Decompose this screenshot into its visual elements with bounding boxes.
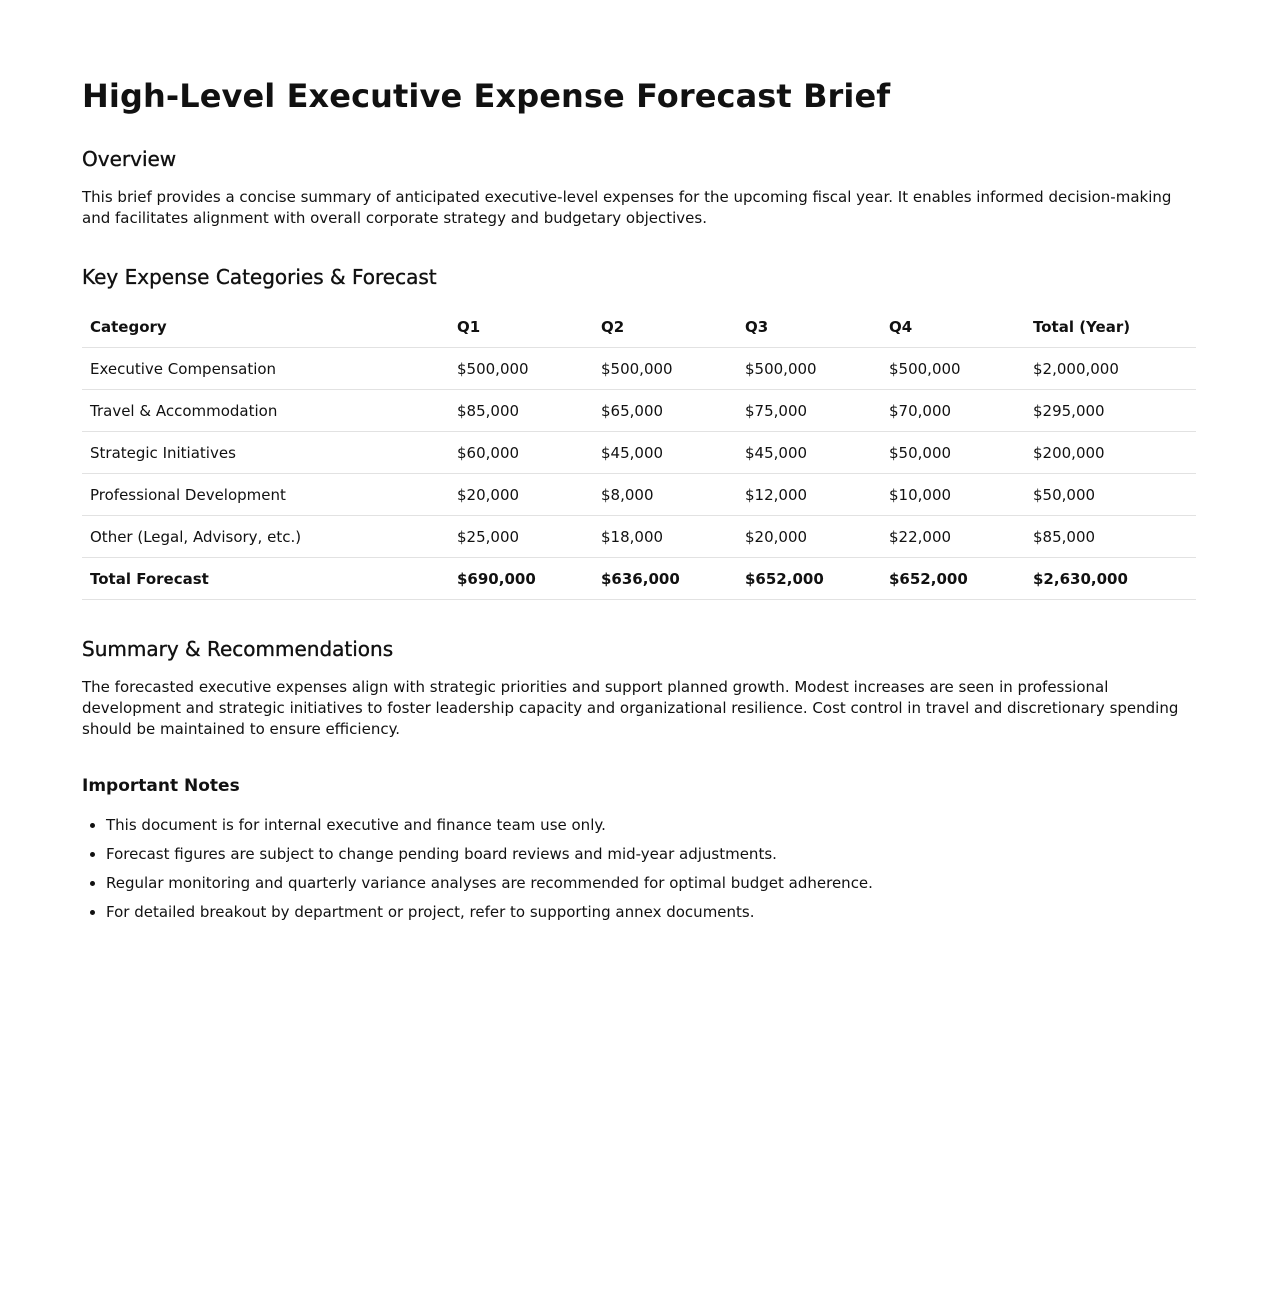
table-cell: $500,000 [737,348,881,390]
header-q2: Q2 [593,306,737,348]
table-cell: $20,000 [449,474,593,516]
table-cell: $295,000 [1025,390,1196,432]
notes-heading: Important Notes [82,776,240,796]
table-cell: $8,000 [593,474,737,516]
table-cell: $45,000 [593,432,737,474]
table-row [82,432,1196,474]
total-year: $2,630,000 [1025,558,1196,600]
table-row [82,348,1196,390]
table-cell: $200,000 [1025,432,1196,474]
table-cell: $65,000 [593,390,737,432]
header-total-year: Total (Year) [1025,306,1196,348]
total-q3: $652,000 [737,558,881,600]
table-cell: Travel & Accommodation [82,390,449,432]
total-q1: $690,000 [449,558,593,600]
expense-forecast-table [82,306,1196,600]
table-cell: $50,000 [881,432,1025,474]
table-cell: $2,000,000 [1025,348,1196,390]
table-cell: $75,000 [737,390,881,432]
table-total-row [82,558,1196,600]
header-category: Category [82,306,449,348]
table-cell: Professional Development [82,474,449,516]
table-cell: $25,000 [449,516,593,558]
notes-list [82,815,873,931]
list-item: • Regular monitoring and quarterly variance analyses are recommended for optimal budget adherence. [106,873,873,894]
table-cell: Executive Compensation [82,348,449,390]
total-label: Total Forecast [82,558,449,600]
table-cell: $500,000 [449,348,593,390]
table-cell: $60,000 [449,432,593,474]
header-q4: Q4 [881,306,1025,348]
table-row [82,516,1196,558]
summary-heading: Summary & Recommendations [82,637,394,661]
table-cell: $85,000 [1025,516,1196,558]
table-cell: $70,000 [881,390,1025,432]
summary-text: The forecasted executive expenses align with strategic priorities and support planned growth. Modest increases are seen in professional development and strategic initiatives to foster leadership capacity and organizational resilience. Cost control in travel and discretionary spending should be maintained to ensure efficiency. [82,678,1179,738]
total-q2: $636,000 [593,558,737,600]
table-cell: Strategic Initiatives [82,432,449,474]
list-item: • For detailed breakout by department or project, refer to supporting annex documents. [106,902,873,923]
table-cell: $500,000 [593,348,737,390]
header-q1: Q1 [449,306,593,348]
table-cell: $18,000 [593,516,737,558]
overview-heading: Overview [82,147,177,171]
header-q3: Q3 [737,306,881,348]
table-row [82,474,1196,516]
table-cell: $10,000 [881,474,1025,516]
table-row [82,390,1196,432]
table-cell: Other (Legal, Advisory, etc.) [82,516,449,558]
table-cell: $22,000 [881,516,1025,558]
page-title: High-Level Executive Expense Forecast Brief [82,77,891,115]
table-cell: $45,000 [737,432,881,474]
table-cell: $12,000 [737,474,881,516]
categories-heading: Key Expense Categories & Forecast [82,265,437,289]
list-item: • This document is for internal executive and finance team use only. [106,815,873,836]
overview-text: This brief provides a concise summary of anticipated executive-level expenses for the upcoming fiscal year. It enables informed decision-making and facilitates alignment with overall corporate strategy and budgetary objectives. [82,188,1172,227]
list-item: • Forecast figures are subject to change pending board reviews and mid-year adjustments. [106,844,873,865]
table-header-row [82,306,1196,348]
table-cell: $50,000 [1025,474,1196,516]
table-cell: $85,000 [449,390,593,432]
table-cell: $500,000 [881,348,1025,390]
total-q4: $652,000 [881,558,1025,600]
table-cell: $20,000 [737,516,881,558]
